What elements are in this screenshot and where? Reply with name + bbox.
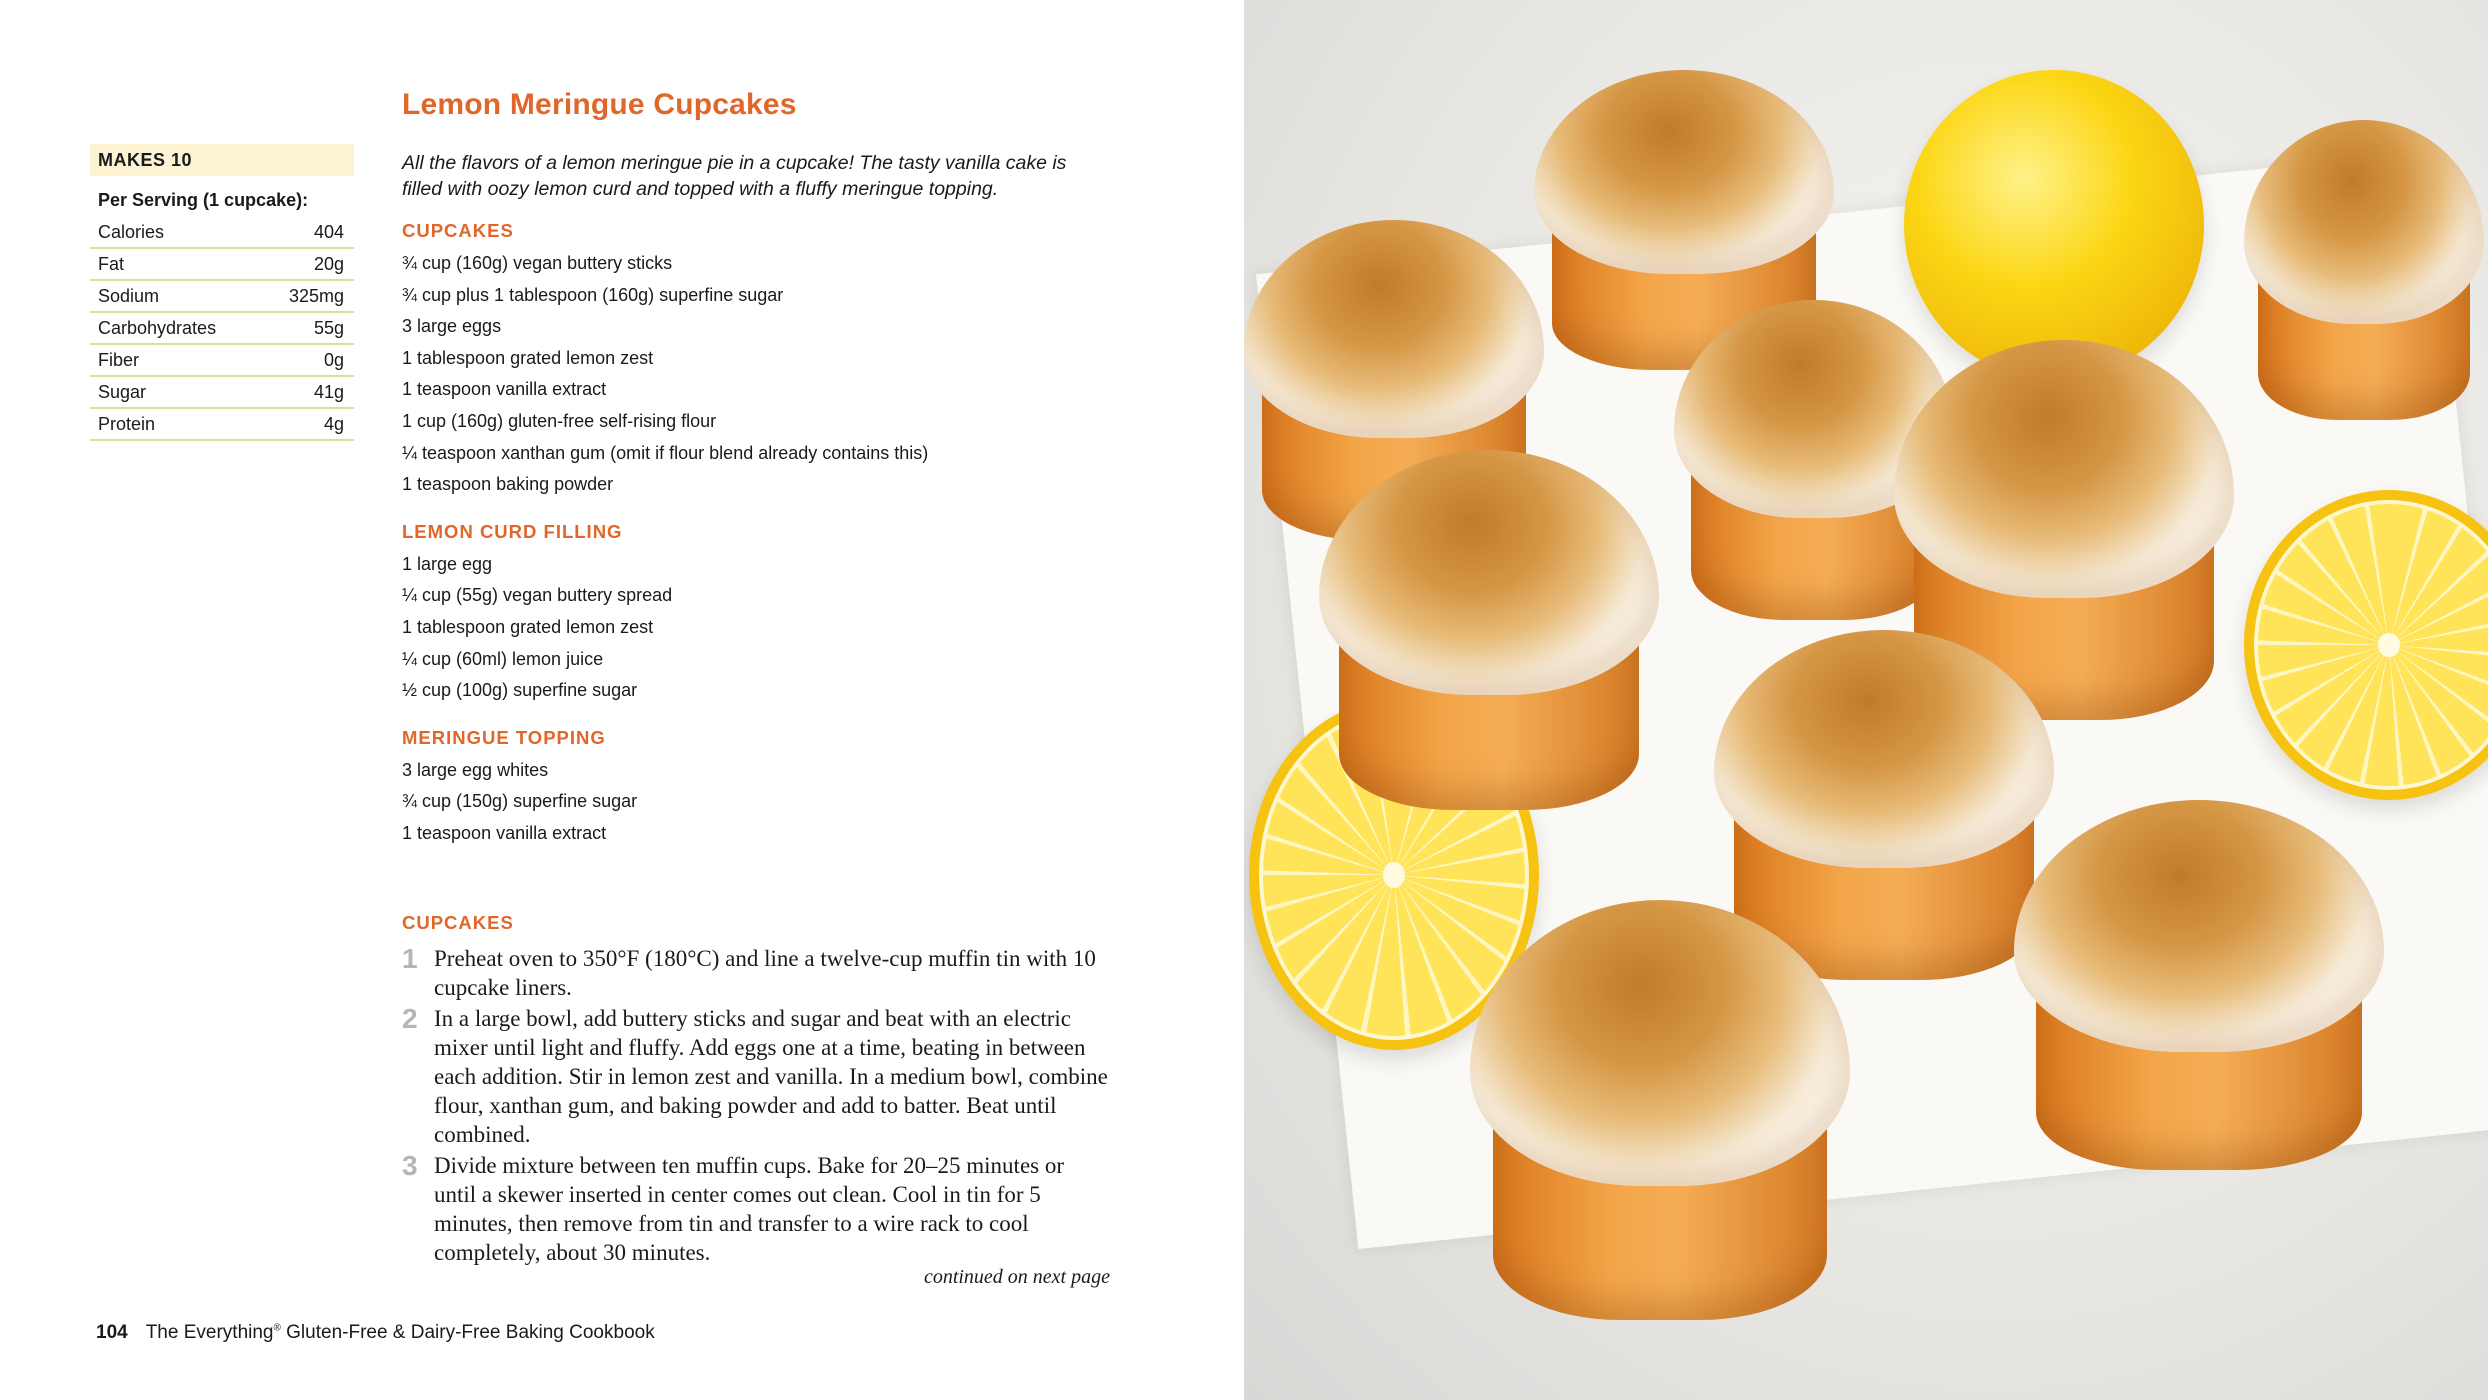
nutrition-label: Carbohydrates [98, 318, 217, 338]
nutrition-value: 55g [313, 318, 344, 338]
page-footer [96, 1322, 655, 1344]
nutrition-label: Fat [98, 254, 125, 274]
nutrition-value: 4g [323, 414, 344, 434]
ingredient: ¼ cup (60ml) lemon juice [402, 648, 604, 669]
book-title-part: Gluten-Free & Dairy-Free Baking Cookbook [280, 1322, 655, 1343]
meringue [1319, 450, 1659, 695]
ingredient: ½ cup (100g) superfine sugar [402, 680, 638, 701]
page-number: 104 [96, 1322, 128, 1343]
food-photo [1244, 0, 2488, 1400]
ingredient-list-cupcakes [402, 248, 1122, 501]
ingredient: 1 teaspoon baking powder [402, 474, 614, 495]
meringue [2014, 800, 2384, 1052]
ingredient: ¾ cup (160g) vegan buttery sticks [402, 253, 673, 273]
nutrition-value: 325mg [288, 286, 344, 306]
step-number: 1 [402, 943, 418, 974]
section-heading-meringue: MERINGUE TOPPING [402, 726, 606, 748]
ingredient: 1 cup (160g) gluten-free self-rising flour [402, 410, 717, 431]
book-title [146, 1322, 655, 1343]
nutrition-value: 0g [323, 350, 344, 370]
nutrition-label: Sodium [98, 286, 160, 306]
ingredient: 1 teaspoon vanilla extract [402, 822, 607, 843]
step [402, 1151, 1122, 1267]
ingredient: 1 tablespoon grated lemon zest [402, 616, 654, 637]
nutrition-row [90, 217, 354, 249]
registered-mark: ® [273, 1322, 281, 1334]
meringue [1534, 70, 1834, 274]
nutrition-row [90, 281, 354, 313]
section-heading-cupcakes: CUPCAKES [402, 220, 514, 241]
nutrition-value: 20g [313, 254, 344, 274]
nutrition-label: Protein [98, 414, 156, 434]
book-title-part: The Everything [145, 1322, 274, 1343]
directions-heading: CUPCAKES [402, 912, 514, 933]
step-number: 3 [402, 1150, 418, 1181]
nutrition-value: 404 [313, 222, 344, 242]
step-text: Divide mixture between ten muffin cups. Bake for 20–25 minutes or until a skewer inserted in center comes out clean. Cool in tin for 5 minutes, then remove from tin and transfer to a wire rack to cool completely, about 30 minutes. [434, 1153, 1065, 1265]
nutrition-box [90, 144, 354, 441]
meringue [1244, 220, 1544, 438]
nutrition-row [90, 313, 354, 345]
ingredient: ¼ teaspoon xanthan gum (omit if flour blend already contains this) [402, 442, 929, 463]
step [402, 944, 1122, 1002]
nutrition-row [90, 409, 354, 441]
recipe-title: Lemon Meringue Cupcakes [402, 88, 797, 121]
ingredient: ¼ cup (55g) vegan buttery spread [402, 585, 673, 606]
ingredient: 1 teaspoon vanilla extract [402, 379, 607, 400]
meringue [2244, 120, 2484, 324]
recipe-intro: All the flavors of a lemon meringue pie in a cupcake! The tasty vanilla cake is filled with oozy lemon curd and topped with a fluffy meringue topping. [402, 152, 1067, 200]
nutrition-label: Calories [98, 222, 165, 242]
per-serving-label: Per Serving (1 cupcake): [98, 190, 309, 210]
ingredient: 1 tablespoon grated lemon zest [402, 347, 654, 368]
section-heading-lemon-curd: LEMON CURD FILLING [402, 520, 623, 542]
cupcake [1470, 900, 1850, 1320]
ingredient-list-lemon-curd [402, 549, 1122, 707]
cupcake [1319, 450, 1659, 810]
nutrition-label: Fiber [98, 350, 140, 370]
nutrition-value: 41g [313, 382, 344, 402]
nutrition-row [90, 345, 354, 377]
continued-note: continued on next page [923, 1266, 1110, 1288]
directions [402, 912, 1122, 1269]
meringue [1714, 630, 2054, 868]
ingredient: 3 large eggs [402, 316, 502, 337]
meringue [1470, 900, 1850, 1186]
meringue [1894, 340, 2234, 598]
ingredient-list-meringue [402, 755, 1122, 850]
cupcake [2014, 800, 2384, 1170]
ingredient: 1 large egg [402, 553, 493, 574]
step-text: Preheat oven to 350°F (180°C) and line a twelve-cup muffin tin with 10 cupcake liners. [434, 946, 1096, 1000]
ingredient: ¾ cup (150g) superfine sugar [402, 791, 638, 812]
nutrition-label: Sugar [98, 382, 147, 402]
step-text: In a large bowl, add buttery sticks and sugar and beat with an electric mixer until light and fluffy. Add eggs one at a time, beating in between each addition. Stir in lemon zest and vanilla. In a medium bowl, combine flour, xanthan gum, and baking powder and add to batter. Beat until combined. [434, 1006, 1108, 1147]
nutrition-row [90, 249, 354, 281]
ingredient: 3 large egg whites [402, 759, 549, 780]
cupcake [2244, 120, 2484, 420]
step [402, 1004, 1122, 1149]
ingredient: ¾ cup plus 1 tablespoon (160g) superfine sugar [402, 284, 784, 305]
makes-yield: MAKES 10 [90, 144, 354, 176]
nutrition-row [90, 377, 354, 409]
recipe [402, 88, 1122, 870]
step-number: 2 [402, 1003, 418, 1034]
